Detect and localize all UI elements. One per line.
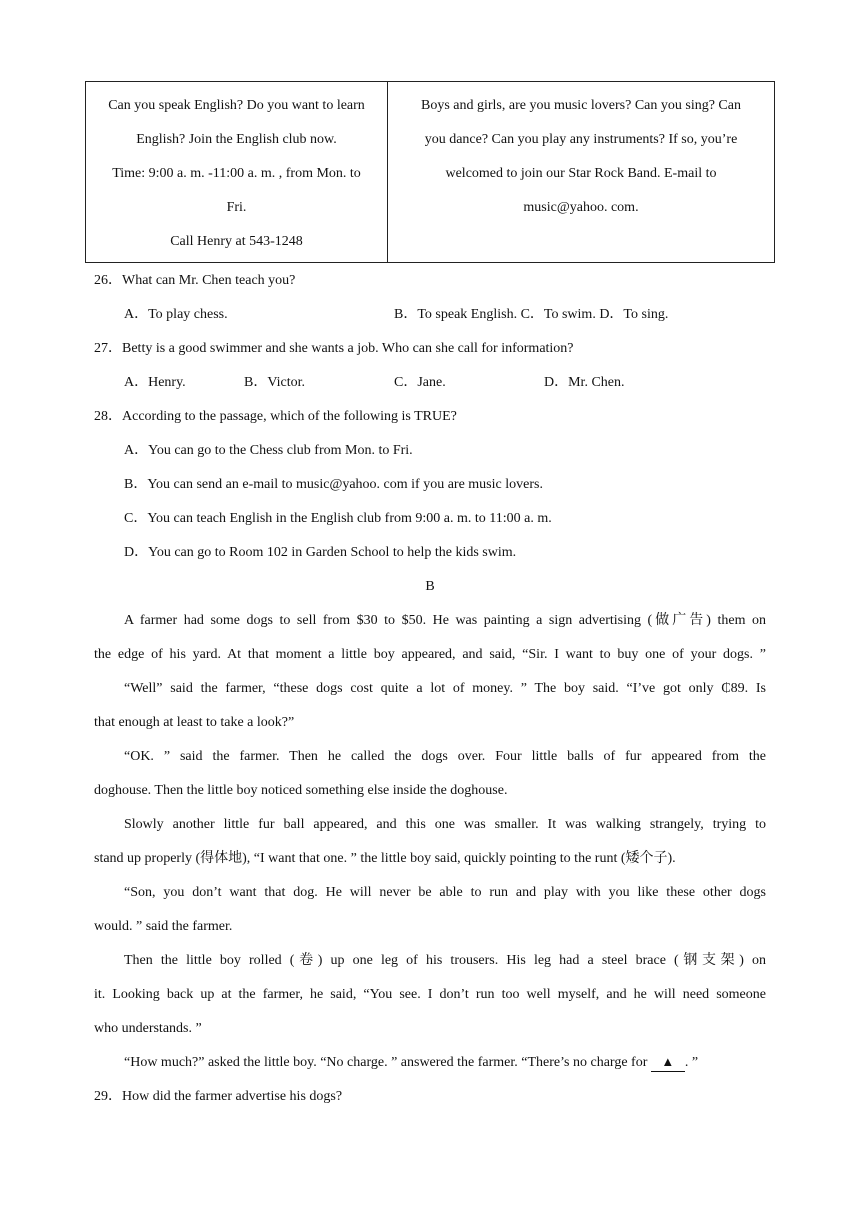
passage-line: A farmer had some dogs to sell from $30 to $50. He was painting a sign advertising (做广告) them on (124, 613, 766, 628)
notice-text: music@yahoo. com. (523, 200, 639, 215)
passage-line: “Well” said the farmer, “these dogs cost quite a lot of money. ” The boy said. “I’ve got only ₵89. Is (124, 681, 766, 696)
options-bcd: B．To speak English. C．To swim. D．To sing. (394, 307, 669, 322)
notice-text: you dance? Can you play any instruments? If so, you’re (424, 132, 738, 147)
option-a: A．To play chess. (124, 307, 228, 322)
question-29-stem: 29．How did the farmer advertise his dogs? (94, 1089, 343, 1104)
question-27-options (124, 366, 766, 400)
notice-text: Can you speak English? Do you want to learn (108, 98, 365, 113)
passage-line-with-blank (124, 1046, 766, 1080)
passage-line: doghouse. Then the little boy noticed something else inside the doghouse. (94, 783, 508, 798)
notice-table (85, 81, 775, 263)
section-b-heading: B (425, 579, 435, 594)
passage-line: the edge of his yard. At that moment a little boy appeared, and said, “Sir. I want to buy one of your dogs. ” (94, 647, 766, 662)
option-b: B．Victor. (244, 375, 305, 390)
passage-line: that enough at least to take a look?” (94, 715, 295, 730)
passage-line: stand up properly (得体地), “I want that one. ” the little boy said, quickly pointing to the runt (矮个子). (94, 851, 676, 866)
option-d: D．Mr. Chen. (544, 375, 625, 390)
passage-text: . ” (684, 1055, 699, 1070)
passage-line: “OK. ” said the farmer. Then he called the dogs over. Four little balls of fur appeared from the (124, 749, 766, 764)
passage-text: “How much?” asked the little boy. “No charge. ” answered the farmer. “There’s no charge for (124, 1055, 651, 1070)
answer-blank: ▲ (651, 1053, 685, 1072)
passage-line: it. Looking back up at the farmer, he said, “You see. I don’t run too well myself, and he will need someone (94, 987, 766, 1002)
english-club-notice (86, 82, 388, 262)
rock-band-notice (388, 82, 774, 262)
question-27-stem: 27．Betty is a good swimmer and she wants a job. Who can she call for information? (94, 341, 574, 356)
option-a: A．Henry. (124, 375, 186, 390)
passage-line: Then the little boy rolled (卷) up one leg of his trousers. His leg had a steel brace (钢支架) on (124, 953, 766, 968)
option-c: C．You can teach English in the English club from 9:00 a. m. to 11:00 a. m. (124, 511, 552, 526)
notice-text: English? Join the English club now. (136, 132, 337, 147)
notice-text: welcomed to join our Star Rock Band. E-mail to (445, 166, 717, 181)
option-d: D．You can go to Room 102 in Garden School to help the kids swim. (124, 545, 517, 560)
option-b: B．You can send an e-mail to music@yahoo. com if you are music lovers. (124, 477, 543, 492)
question-26-options (124, 298, 766, 332)
passage-line: “Son, you don’t want that dog. He will never be able to run and play with you like these other dogs (124, 885, 766, 900)
notice-text: Fri. (226, 200, 247, 215)
notice-text: Boys and girls, are you music lovers? Can you sing? Can (420, 98, 741, 113)
passage-line: would. ” said the farmer. (94, 919, 233, 934)
passage-line: Slowly another little fur ball appeared, and this one was smaller. It was walking strangely, trying to (124, 817, 766, 832)
option-c: C．Jane. (394, 375, 446, 390)
question-26-stem: 26．What can Mr. Chen teach you? (94, 273, 296, 288)
option-a: A．You can go to the Chess club from Mon. to Fri. (124, 443, 413, 458)
notice-text: Time: 9:00 a. m. -11:00 a. m. , from Mon. to (112, 166, 361, 181)
passage-line: who understands. ” (94, 1021, 202, 1036)
question-28-stem: 28．According to the passage, which of the following is TRUE? (94, 409, 457, 424)
notice-text: Call Henry at 543-1248 (170, 234, 303, 249)
